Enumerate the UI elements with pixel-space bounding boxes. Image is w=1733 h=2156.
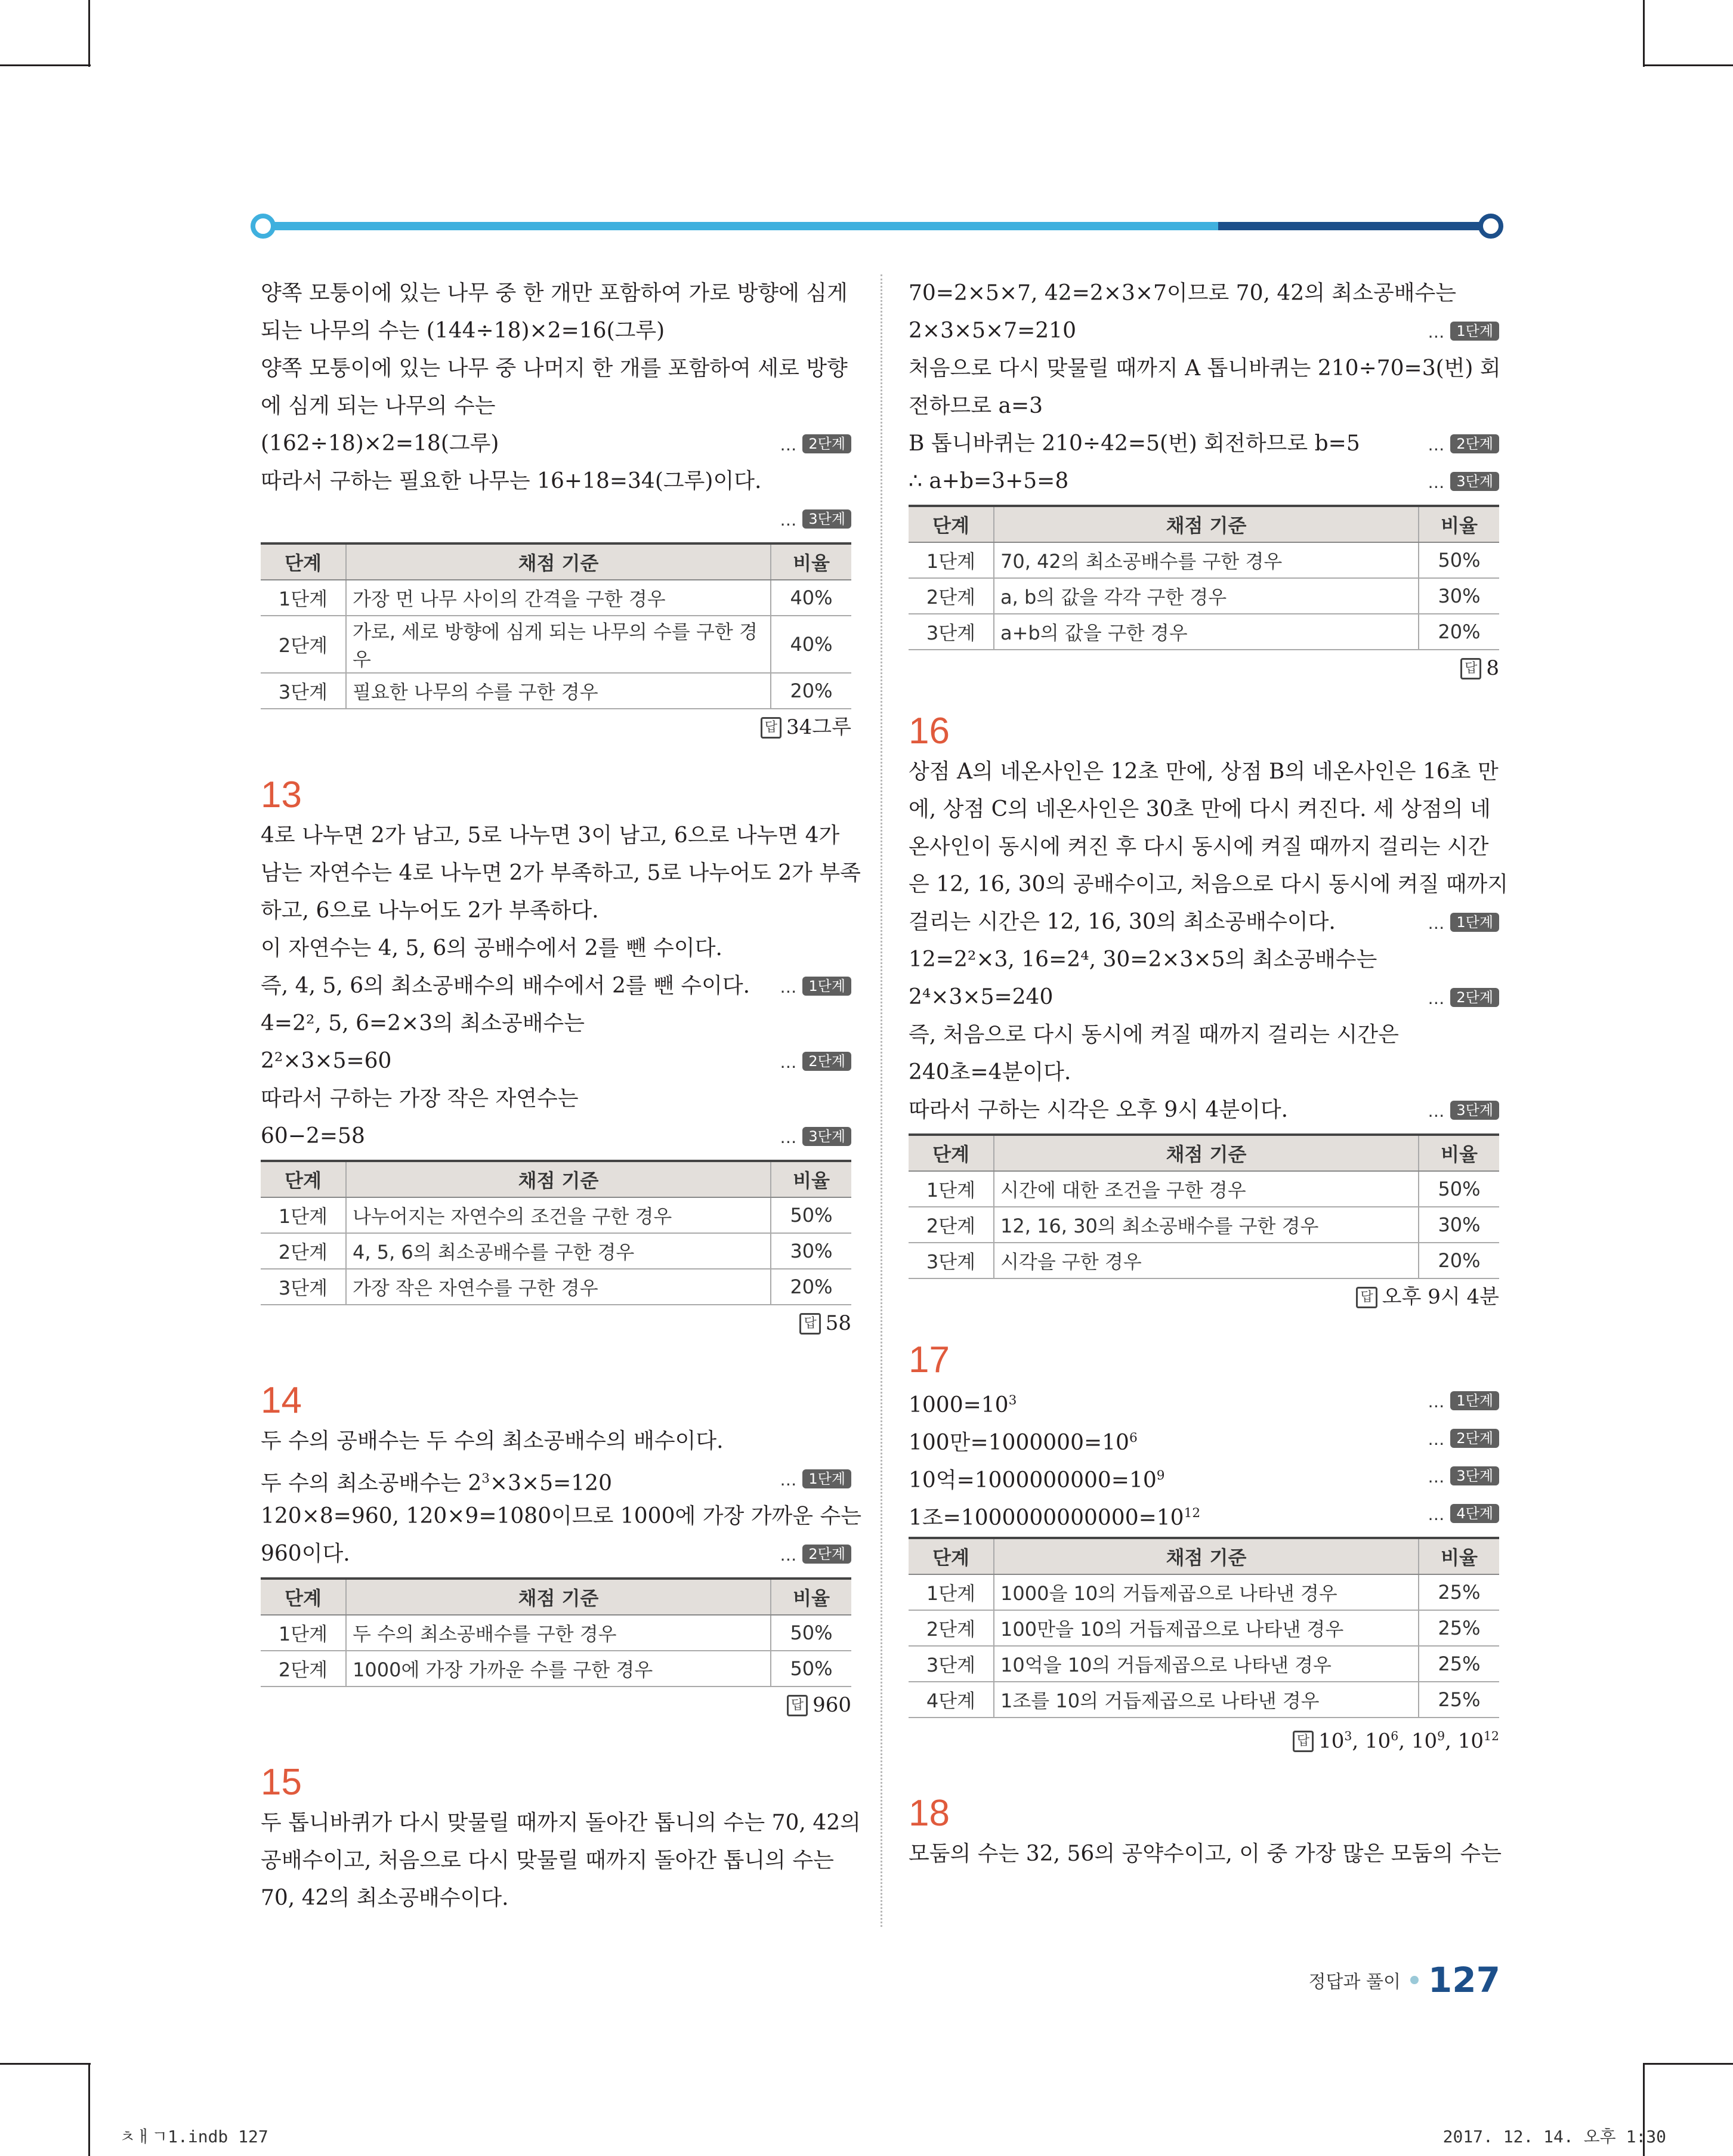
grading-table: 단계 채점 기준 비율 1단계 시간에 대한 조건을 구한 경우 50% 2단계 12, 16, 30의 최소공배수를 구한 경우 30% 3단계 시각을 구한 경우 20%: [909, 1133, 1499, 1279]
table-row: 4단계 1조를 10의 거듭제곱으로 나타낸 경우 25%: [909, 1682, 1499, 1718]
text-line: 1조$=1000000000000=10^{12}$ … 4단계: [909, 1494, 1499, 1532]
text-line: 에 심게 되는 나무의 수는: [261, 394, 496, 418]
grading-table: 단계 채점 기준 비율 1단계 가장 먼 나무 사이의 간격을 구한 경우 40% 2단계 가로, 세로 방향에 심게 되는 나무의 수를 구한 경우 40% 3단계 필요한 나무의 수를 구한 경우 20%: [261, 542, 851, 709]
step-mark: … 2단계: [1428, 425, 1499, 464]
text-line: 60−2=58 … 3단계: [261, 1117, 851, 1155]
crop-mark: [88, 2063, 90, 2156]
answer: 답 오후 9시 4분: [909, 1279, 1499, 1315]
right-column: [909, 274, 1509, 1873]
table-row: 1단계 두 수의 최소공배수를 구한 경우 50%: [261, 1615, 851, 1651]
step-mark: … 3단계: [1428, 1091, 1499, 1130]
grading-table: 단계 채점 기준 비율 1단계 나누어지는 자연수의 조건을 구한 경우 50% 2단계 4, 5, 6의 최소공배수를 구한 경우 30% 3단계 가장 작은 자연수를 구한 경우 20%: [261, 1160, 851, 1305]
table-row: 1단계 시간에 대한 조건을 구한 경우 50%: [909, 1171, 1499, 1207]
text-line: 되는 나무의 수는 (144÷18)×2=16(그루): [261, 319, 665, 343]
step-mark: … 1단계: [1428, 903, 1499, 942]
header-bar: [251, 218, 1503, 234]
text-line: 은 12, 16, 30의 공배수이고, 처음으로 다시 동시에 켜질 때까지: [909, 872, 1509, 897]
problem-number: 16: [909, 711, 950, 752]
text-line: 모둠의 수는 32, 56의 공약수이고, 이 중 가장 많은 모둠의 수는: [909, 1842, 1502, 1866]
table-row: 3단계 10억을 10의 거듭제곱으로 나타낸 경우 25%: [909, 1646, 1499, 1682]
text-line: 양쪽 모퉁이에 있는 나무 중 한 개만 포함하여 가로 방향에 심게: [261, 281, 848, 305]
step-mark: … 3단계: [1428, 462, 1499, 501]
crop-mark: [1643, 0, 1645, 67]
problem-number: 14: [261, 1380, 302, 1421]
text-line: 120×8=960, 120×9=1080이므로 1000에 가장 가까운 수는: [261, 1504, 862, 1528]
column-divider: [881, 274, 882, 1927]
table-row: 2단계 1000에 가장 가까운 수를 구한 경우 50%: [261, 1651, 851, 1687]
grading-table: 단계 채점 기준 비율 1단계 두 수의 최소공배수를 구한 경우 50% 2단계 1000에 가장 가까운 수를 구한 경우 50%: [261, 1577, 851, 1687]
print-slug-left: ㅊㅐㄱ1.indb 127: [119, 2127, 268, 2146]
text-line: 두 수의 공배수는 두 수의 최소공배수의 배수이다.: [261, 1429, 724, 1453]
step-mark: … 3단계: [780, 1117, 851, 1156]
table-row: 2단계 12, 16, 30의 최소공배수를 구한 경우 30%: [909, 1207, 1499, 1243]
answer: 답 960: [261, 1687, 851, 1723]
text-line: 따라서 구하는 가장 작은 자연수는: [261, 1086, 579, 1111]
text-line: 이 자연수는 4, 5, 6의 공배수에서 2를 뺀 수이다.: [261, 936, 722, 960]
text-line: 상점 A의 네온사인은 12초 만에, 상점 B의 네온사인은 16초 만: [909, 759, 1499, 784]
table-row: 1단계 1000을 10의 거듭제곱으로 나타낸 경우 25%: [909, 1574, 1499, 1610]
text-line: 두 수의 최소공배수는 $2^3\times 3\times 5=120$ … 1단계: [261, 1460, 851, 1497]
text-line: 4로 나누면 2가 남고, 5로 나누면 3이 남고, 6으로 나누면 4가: [261, 823, 840, 848]
step-mark: … 4단계: [1428, 1494, 1499, 1533]
text-line: (162÷18)×2=18(그루) … 2단계: [261, 425, 851, 462]
table-row: 1단계 가장 먼 나무 사이의 간격을 구한 경우 40%: [261, 580, 851, 616]
table-row: 1단계 나누어지는 자연수의 조건을 구한 경우 50%: [261, 1197, 851, 1233]
table-row: 3단계 a+b의 값을 구한 경우 20%: [909, 614, 1499, 650]
text-line: 하고, 6으로 나누어도 2가 부족하다.: [261, 898, 599, 923]
print-slug-right: 2017. 12. 14. 오후 1:30: [1442, 2127, 1666, 2146]
text-line: 100만$=1000000=10^6$ … 2단계: [909, 1419, 1499, 1457]
text-line: 걸리는 시간은 12, 16, 30의 최소공배수이다. … 1단계: [909, 903, 1499, 941]
answer: 답 34그루: [261, 709, 851, 745]
text-line: 공배수이고, 처음으로 다시 맞물릴 때까지 돌아간 톱니의 수는: [261, 1848, 834, 1873]
text-line: 70=2×5×7, 42=2×3×7이므로 70, 42의 최소공배수는: [909, 281, 1457, 305]
text-line: $1000=10^3$ … 1단계: [909, 1382, 1499, 1419]
text-line: 2×3×5×7=210 … 1단계: [909, 312, 1499, 350]
text-line: 따라서 구하는 필요한 나무는 16+18=34(그루)이다.: [261, 469, 762, 493]
text-line: 70, 42의 최소공배수이다.: [261, 1886, 509, 1910]
step-mark-line: [261, 500, 851, 538]
text-line: 전하므로 a=3: [909, 394, 1043, 418]
step-mark: … 3단계: [1428, 1457, 1499, 1496]
text-line: 즉, 4, 5, 6의 최소공배수의 배수에서 2를 뺀 수이다. … 1단계: [261, 967, 851, 1005]
table-row: 3단계 필요한 나무의 수를 구한 경우 20%: [261, 673, 851, 709]
problem-number: 18: [909, 1793, 950, 1834]
table-row: 3단계 가장 작은 자연수를 구한 경우 20%: [261, 1269, 851, 1305]
page-number: 127: [1428, 1960, 1500, 2000]
text-line: 10억$=1000000000=10^9$ … 3단계: [909, 1457, 1499, 1494]
step-mark: … 2단계: [780, 1042, 851, 1081]
text-line: 960이다. … 2단계: [261, 1535, 851, 1573]
step-mark: … 2단계: [780, 425, 851, 464]
grading-table: 단계 채점 기준 비율 1단계 70, 42의 최소공배수를 구한 경우 50% 2단계 a, b의 값을 각각 구한 경우 30% 3단계 a+b의 값을 구한 경우 20%: [909, 505, 1499, 650]
step-mark: … 1단계: [1428, 312, 1499, 351]
answer: 답 58: [261, 1305, 851, 1341]
text-line: 양쪽 모퉁이에 있는 나무 중 나머지 한 개를 포함하여 세로 방향: [261, 356, 848, 381]
crop-mark: [88, 0, 90, 67]
text-line: 두 톱니바퀴가 다시 맞물릴 때까지 돌아간 톱니의 수는 70, 42의: [261, 1811, 861, 1835]
text-line: B 톱니바퀴는 210÷42=5(번) 회전하므로 b=5 … 2단계: [909, 425, 1499, 462]
text-line: 남는 자연수는 4로 나누면 2가 부족하고, 5로 나누어도 2가 부족: [261, 861, 861, 885]
text-line: 따라서 구하는 시각은 오후 9시 4분이다. … 3단계: [909, 1091, 1499, 1129]
crop-mark: [0, 64, 91, 66]
left-column: [261, 274, 862, 1917]
footer-dot: [1410, 1976, 1419, 1984]
text-line: 2⁴×3×5=240 … 2단계: [909, 978, 1499, 1016]
table-row: 2단계 100만을 10의 거듭제곱으로 나타낸 경우 25%: [909, 1610, 1499, 1646]
problem-number: 15: [261, 1762, 302, 1803]
table-row: 2단계 4, 5, 6의 최소공배수를 구한 경우 30%: [261, 1233, 851, 1269]
text-line: 즉, 처음으로 다시 동시에 켜질 때까지 걸리는 시간은: [909, 1023, 1399, 1047]
table-row: 1단계 70, 42의 최소공배수를 구한 경우 50%: [909, 542, 1499, 578]
text-line: 240초=4분이다.: [909, 1060, 1071, 1085]
crop-mark: [0, 2063, 91, 2065]
text-line: ∴ a+b=3+5=8 … 3단계: [909, 462, 1499, 500]
section-title: 정답과 풀이: [1308, 1972, 1401, 1993]
step-mark: … 3단계: [780, 500, 851, 539]
step-mark: … 2단계: [780, 1535, 851, 1574]
step-mark: … 1단계: [780, 967, 851, 1006]
crop-mark: [1643, 64, 1733, 66]
text-line: 에, 상점 C의 네온사인은 30초 만에 다시 켜진다. 세 상점의 네: [909, 797, 1491, 821]
step-mark: … 2단계: [1428, 1419, 1499, 1458]
text-line: 온사인이 동시에 켜진 후 다시 동시에 켜질 때까지 걸리는 시간: [909, 835, 1489, 859]
text-line: 4=2², 5, 6=2×3의 최소공배수는: [261, 1011, 585, 1036]
table-row: 3단계 시각을 구한 경우 20%: [909, 1243, 1499, 1278]
crop-mark: [1643, 2063, 1733, 2065]
problem-number: 13: [261, 774, 302, 816]
answer: 답 8: [909, 650, 1499, 686]
problem-number: 17: [909, 1339, 950, 1380]
text-line: 12=2²×3, 16=2⁴, 30=2×3×5의 최소공배수는: [909, 947, 1377, 972]
step-mark: … 1단계: [780, 1460, 851, 1499]
grading-table: 단계 채점 기준 비율 1단계 1000을 10의 거듭제곱으로 나타낸 경우 25% 2단계 100만을 10의 거듭제곱으로 나타낸 경우 25% 3단계 10억을 10의 거듭제곱으로 나타낸 경우 25% 4단계 1조를 10의 거듭제곱으로 나타낸 경우 25%: [909, 1537, 1499, 1718]
step-mark: … 1단계: [1428, 1382, 1499, 1420]
table-row: 2단계 가로, 세로 방향에 심게 되는 나무의 수를 구한 경우 40%: [261, 616, 851, 673]
step-mark: … 2단계: [1428, 978, 1499, 1017]
text-line: 처음으로 다시 맞물릴 때까지 A 톱니바퀴는 210÷70=3(번) 회: [909, 356, 1501, 381]
text-line: 2²×3×5=60 … 2단계: [261, 1042, 851, 1080]
table-row: 2단계 a, b의 값을 각각 구한 경우 30%: [909, 578, 1499, 614]
page-footer: [1308, 1960, 1500, 2000]
answer: 답 $10^3$, $10^6$, $10^9$, $10^{12}$: [909, 1718, 1499, 1754]
